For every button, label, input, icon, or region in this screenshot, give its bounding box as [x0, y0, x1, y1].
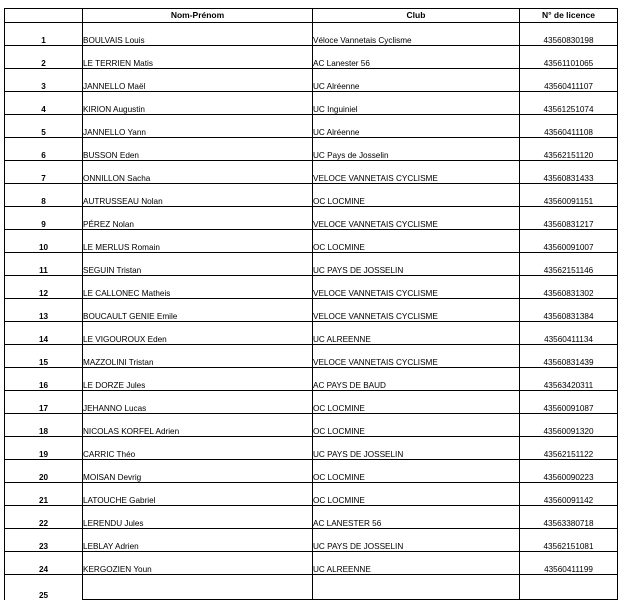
- table-row: [5, 253, 618, 276]
- club-cell: VELOCE VANNETAIS CYCLISME: [313, 276, 520, 299]
- club-cell: OC LOCMINE: [313, 184, 520, 207]
- licence-cell: 43560090223: [520, 460, 618, 483]
- name-cell: LATOUCHE Gabriel: [83, 483, 313, 506]
- club-cell: AC PAYS DE BAUD: [313, 368, 520, 391]
- name-cell: LERENDU Jules: [83, 506, 313, 529]
- rank-cell: 14: [5, 322, 83, 345]
- results-table: [4, 8, 618, 600]
- table-row: [5, 391, 618, 414]
- club-cell: OC LOCMINE: [313, 230, 520, 253]
- licence-cell: 43560830198: [520, 23, 618, 46]
- table-row: [5, 46, 618, 69]
- rank-cell: 20: [5, 460, 83, 483]
- club-cell: UC Pays de Josselin: [313, 138, 520, 161]
- club-cell: UC Inguiniel: [313, 92, 520, 115]
- licence-cell: 43563420311: [520, 368, 618, 391]
- name-cell: ONNILLON Sacha: [83, 161, 313, 184]
- name-cell: LE MERLUS Romain: [83, 230, 313, 253]
- licence-cell: 43560091320: [520, 414, 618, 437]
- club-cell: OC LOCMINE: [313, 460, 520, 483]
- club-cell: UC Alréenne: [313, 69, 520, 92]
- licence-cell: 43560411108: [520, 115, 618, 138]
- licence-cell: 43560091007: [520, 230, 618, 253]
- rank-cell: 22: [5, 506, 83, 529]
- rank-cell: 16: [5, 368, 83, 391]
- name-cell: JANNELLO Yann: [83, 115, 313, 138]
- name-cell: BUSSON Eden: [83, 138, 313, 161]
- licence-cell: 43560411134: [520, 322, 618, 345]
- rank-cell: 9: [5, 207, 83, 230]
- rank-cell: 11: [5, 253, 83, 276]
- name-cell: BOULVAIS Louis: [83, 23, 313, 46]
- club-cell: VELOCE VANNETAIS CYCLISME: [313, 345, 520, 368]
- club-cell: VELOCE VANNETAIS CYCLISME: [313, 207, 520, 230]
- table-row: [5, 207, 618, 230]
- name-cell: LEBLAY Adrien: [83, 529, 313, 552]
- club-cell: UC PAYS DE JOSSELIN: [313, 529, 520, 552]
- rank-cell: 6: [5, 138, 83, 161]
- table-row: [5, 483, 618, 506]
- rank-cell: 12: [5, 276, 83, 299]
- name-cell: PÉREZ Nolan: [83, 207, 313, 230]
- table-row: [5, 368, 618, 391]
- header-row: [5, 9, 618, 23]
- licence-cell: 43560091087: [520, 391, 618, 414]
- name-cell: MOISAN Devrig: [83, 460, 313, 483]
- results-body: [5, 23, 618, 600]
- licence-cell: 43562151120: [520, 138, 618, 161]
- table-row: [5, 437, 618, 460]
- table-row: [5, 69, 618, 92]
- rank-cell: 18: [5, 414, 83, 437]
- rank-cell: 25: [5, 575, 83, 600]
- club-cell: UC Alréenne: [313, 115, 520, 138]
- table-row: [5, 115, 618, 138]
- header-rank: [5, 9, 83, 23]
- table-row: [5, 460, 618, 483]
- licence-cell: 43560831433: [520, 161, 618, 184]
- table-row: [5, 92, 618, 115]
- header-licence: N° de licence: [520, 9, 618, 23]
- name-cell: LE DORZE Jules: [83, 368, 313, 391]
- licence-cell: 43560091142: [520, 483, 618, 506]
- licence-cell: 43560411199: [520, 552, 618, 575]
- club-cell: AC LANESTER 56: [313, 506, 520, 529]
- rank-cell: 7: [5, 161, 83, 184]
- rank-cell: 21: [5, 483, 83, 506]
- name-cell: JANNELLO Maël: [83, 69, 313, 92]
- club-cell: UC PAYS DE JOSSELIN: [313, 437, 520, 460]
- name-cell: LE TERRIEN Matis: [83, 46, 313, 69]
- licence-cell: 43562151122: [520, 437, 618, 460]
- licence-cell: 43560831439: [520, 345, 618, 368]
- name-cell: LE VIGOUROUX Eden: [83, 322, 313, 345]
- name-cell: BOUCAULT GENIE Emile: [83, 299, 313, 322]
- table-row: [5, 276, 618, 299]
- name-cell: CARRIC Théo: [83, 437, 313, 460]
- name-cell: SEGUIN Tristan: [83, 253, 313, 276]
- table-row: [5, 138, 618, 161]
- table-row: [5, 23, 618, 46]
- table-row: [5, 184, 618, 207]
- rank-cell: 5: [5, 115, 83, 138]
- rank-cell: 1: [5, 23, 83, 46]
- club-cell: UC PAYS DE JOSSELIN: [313, 253, 520, 276]
- rank-cell: 24: [5, 552, 83, 575]
- licence-cell: 43562151081: [520, 529, 618, 552]
- licence-cell: 43562151146: [520, 253, 618, 276]
- rank-cell: 23: [5, 529, 83, 552]
- club-cell: Véloce Vannetais Cyclisme: [313, 23, 520, 46]
- name-cell: KERGOZIEN Youn: [83, 552, 313, 575]
- rank-cell: 8: [5, 184, 83, 207]
- name-cell: NICOLAS KORFEL Adrien: [83, 414, 313, 437]
- table-row: [5, 552, 618, 575]
- table-row: [5, 161, 618, 184]
- licence-cell: 43560091151: [520, 184, 618, 207]
- name-cell: AUTRUSSEAU Nolan: [83, 184, 313, 207]
- licence-cell: 43563380718: [520, 506, 618, 529]
- club-cell: UC ALREENNE: [313, 322, 520, 345]
- name-cell: MAZZOLINI Tristan: [83, 345, 313, 368]
- rank-cell: 2: [5, 46, 83, 69]
- licence-cell: 43561101065: [520, 46, 618, 69]
- name-cell: LE CALLONEC Matheis: [83, 276, 313, 299]
- licence-cell: 43560831217: [520, 207, 618, 230]
- licence-cell: 43560831384: [520, 299, 618, 322]
- rank-cell: 10: [5, 230, 83, 253]
- rank-cell: 4: [5, 92, 83, 115]
- club-cell: OC LOCMINE: [313, 483, 520, 506]
- header-club: Club: [313, 9, 520, 23]
- rank-cell: 13: [5, 299, 83, 322]
- licence-cell: 43560411107: [520, 69, 618, 92]
- table-row: [5, 230, 618, 253]
- rank-cell: 3: [5, 69, 83, 92]
- table-row: [5, 529, 618, 552]
- club-cell: OC LOCMINE: [313, 414, 520, 437]
- licence-cell: 43560831302: [520, 276, 618, 299]
- table-row: [5, 322, 618, 345]
- table-row: [5, 299, 618, 322]
- club-cell: OC LOCMINE: [313, 391, 520, 414]
- table-row: [5, 506, 618, 529]
- club-cell: UC ALREENNE: [313, 552, 520, 575]
- header-name: Nom-Prénom: [83, 9, 313, 23]
- licence-cell: 43561251074: [520, 92, 618, 115]
- club-cell: AC Lanester 56: [313, 46, 520, 69]
- rank-cell: 15: [5, 345, 83, 368]
- rank-cell: 17: [5, 391, 83, 414]
- name-cell: KIRION Augustin: [83, 92, 313, 115]
- table-row: [5, 345, 618, 368]
- rank-cell: 19: [5, 437, 83, 460]
- table-row: [5, 414, 618, 437]
- club-cell: VELOCE VANNETAIS CYCLISME: [313, 299, 520, 322]
- club-cell: VELOCE VANNETAIS CYCLISME: [313, 161, 520, 184]
- name-cell: JEHANNO Lucas: [83, 391, 313, 414]
